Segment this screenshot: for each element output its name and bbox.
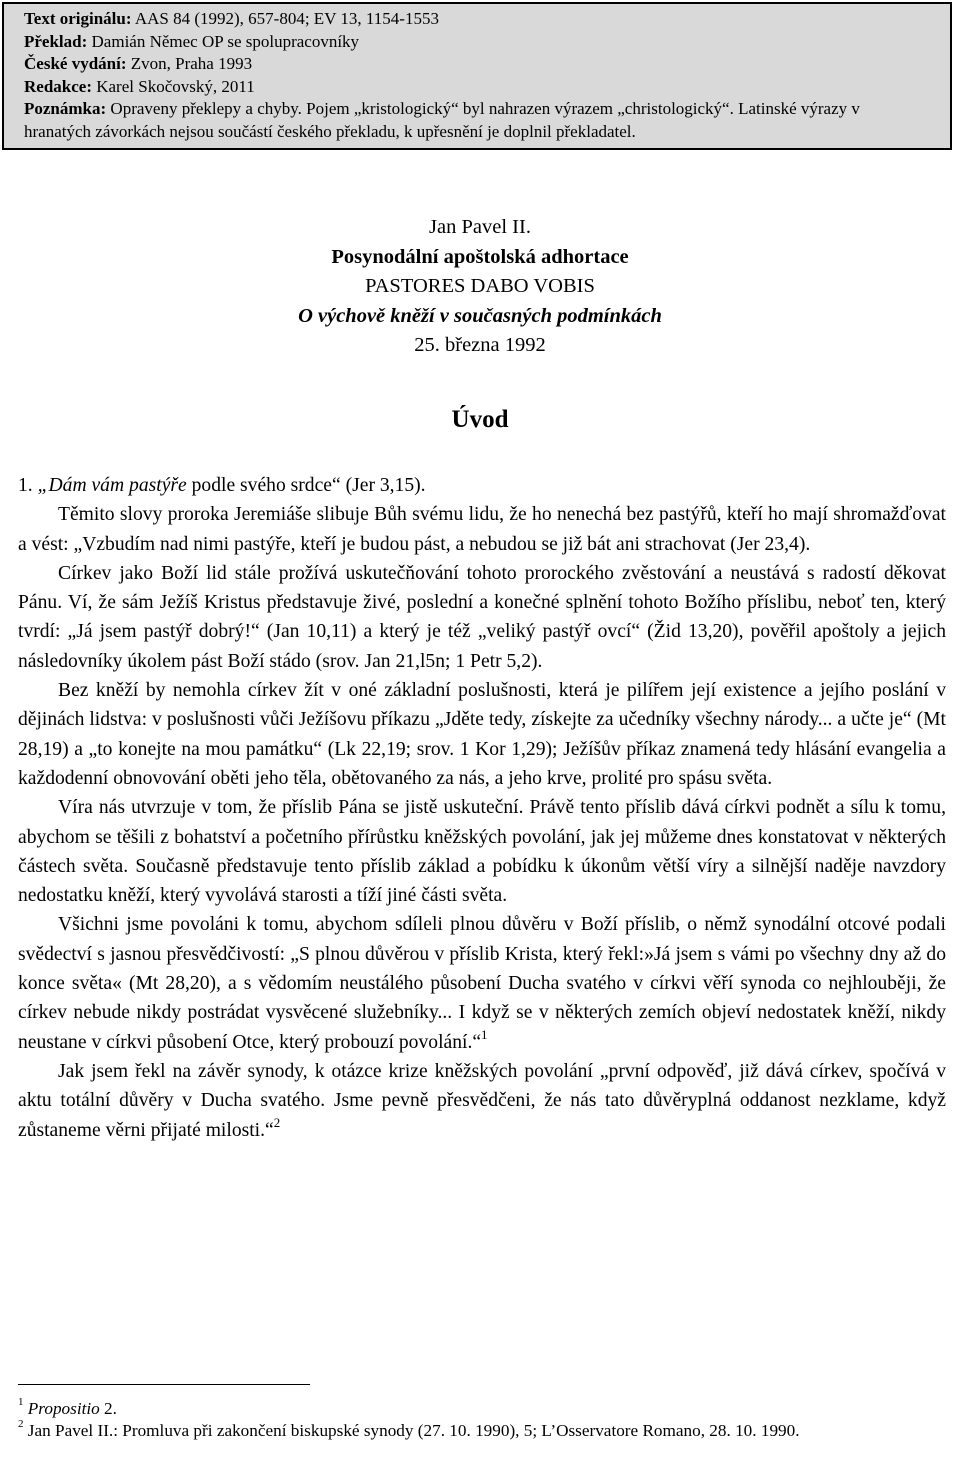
paragraph-number: 1. <box>18 475 38 496</box>
footnote-2-number: 2 <box>18 1418 24 1431</box>
footnote-2 <box>18 1420 946 1442</box>
paragraph-2: Těmito slovy proroka Jeremiáše slibuje Bůh svému lidu, že ho nenechá bez pastýřů, kteří ho mají shromažďovat a vést: „Vzbudím nad nimi pastýře, kteří je budou pást, a nebudou se již bát ani strachovat (Jer 23,4). <box>18 504 946 555</box>
info-czech-label: České vydání: <box>24 54 127 74</box>
info-translation-label: Překlad: <box>24 31 88 51</box>
document-subtitle: O výchově kněží v současných podmínkách <box>298 304 662 327</box>
footnote-1-number: 1 <box>18 1396 24 1409</box>
info-original-line <box>24 8 930 31</box>
document-date: 25. března 1992 <box>414 334 546 356</box>
paragraph-1 <box>18 471 946 500</box>
paragraph-3: Církev jako Boží lid stále prožívá uskutečňování tohoto prorockého zvěstování a neustává s radostí děkovat Pánu. Ví, že sám Ježíš Kristus představuje živé, poslední a konečné splnění tohoto Božího příslibu, neboť ten, který tvrdí: „Já jsem pastýř dobrý!“ (Jan 10,11) a který je též „veliký pastýř ovcí“ (Žid 13,20), pověřil apoštoly a jejich následovníky úkolem pást Boží stádo (srov. Jan 21,l5n; 1 Petr 5,2). <box>18 562 946 672</box>
info-original-value: AAS 84 (1992), 657-804; EV 13, 1154-1553 <box>131 9 439 28</box>
quote-reference: podle svého srdce“ (Jer 3,15). <box>186 475 426 496</box>
footnotes <box>18 1398 946 1442</box>
paragraph-5: Víra nás utvrzuje v tom, že příslib Pána se jistě uskuteční. Právě tento příslib dává církvi podnět a sílu k tomu, abychom se těšili z bohatství a početního přírůstku kněžských povolání, jak jej můžeme dnes konstatovat v některých částech světa. Současně představuje tento příslib základ a pobídku k úkonům větší víry a silnější naděje navzdory nedostatku kněží, který vyvolává starosti a tíží jiné části světa. <box>18 797 946 907</box>
info-note-label: Poznámka: <box>24 99 107 119</box>
info-translation-line <box>24 31 930 54</box>
footnote-ref-1[interactable]: 1 <box>481 1027 488 1043</box>
paragraph-7 <box>18 1057 946 1145</box>
footnote-1-text: 2. <box>99 1399 117 1418</box>
footnote-1 <box>18 1398 946 1420</box>
scripture-quote: „Dám vám pastýře <box>37 475 187 496</box>
paragraph-4: Bez kněží by nemohla církev žít v oné základní poslušnosti, která je pilířem její existence a jejího poslání v dějinách lidstva: v poslušnosti vůči Ježíšovu příkazu „Jděte tedy, získejte za učedníky všechny národy... a učte je“ (Mt 28,19) a „to konejte na mou památku“ (Lk 22,19; srov. 1 Kor 1,29); Ježíšův příkaz znamená tedy hlásání evangelia a každodenní obnovování oběti jeho těla, obětovaného za nás, a jeho krve, prolité pro spásu světa. <box>18 680 946 789</box>
author: Jan Pavel II. <box>429 216 531 238</box>
paragraph-6 <box>18 910 946 1056</box>
info-note-line <box>24 98 930 143</box>
document-type: Posynodální apoštolská adhortace <box>331 245 629 268</box>
document-body <box>18 471 946 1145</box>
info-original-label: Text originálu: <box>24 9 132 28</box>
footnote-divider <box>18 1384 310 1385</box>
footnote-ref-2[interactable]: 2 <box>273 1115 281 1130</box>
info-translation-value: Damián Němec OP se spolupracovníky <box>87 31 360 51</box>
document-title: PASTORES DABO VOBIS <box>365 275 595 297</box>
info-editor-value: Karel Skočovský, 2011 <box>91 76 255 96</box>
info-editor-line <box>24 76 930 99</box>
section-heading: Úvod <box>451 406 509 433</box>
paragraph-7-text: Jak jsem řekl na závěr synody, k otázce krize kněžských povolání „první odpověď, již dává církev, spočívá v aktu totální důvěry v Ducha svatého. Jsme pevně přesvědčeni, že nás tato důvěryplná oddanost nezklame, když zůstaneme věrni přijaté milosti.“ <box>18 1060 946 1141</box>
info-editor-label: Redakce: <box>24 76 92 96</box>
paragraph-6-text: Všichni jsme povoláni k tomu, abychom sdíleli plnou důvěru v Boží příslib, o němž synodální otcové podali svědectví s jasnou přesvědčivostí: „S plnou důvěrou v příslib Krista, který řekl:»Já jsem s vámi po všechny dny až do konce světa« (Mt 28,20), a s vědomím neustálého působení Ducha svatého v církvi věří synoda co nejhlouběji, že církev nebude nikdy postrádat vysvěcené služebníky... I když se v některých zemích objeví nedostatek kněží, nikdy neustane v církvi působení Otce, který probouzí povolání.“ <box>18 914 946 1053</box>
footnote-2-text: Jan Pavel II.: Promluva při zakončení biskupské synody (27. 10. 1990), 5; L’Osservatore Romano, 28. 10. 1990. <box>23 1421 800 1440</box>
footnote-1-italic: Propositio <box>27 1399 100 1418</box>
document-title-block <box>0 213 960 361</box>
info-czech-line <box>24 53 930 76</box>
edition-info-box <box>2 2 952 150</box>
info-czech-value: Zvon, Praha 1993 <box>126 54 253 74</box>
info-note-value: Opraveny překlepy a chyby. Pojem „kristologický“ byl nahrazen výrazem „christologický“. Latinské výrazy v hranatých závorkách nejsou součástí českého překladu, k upřesnění je doplnil překladatel. <box>24 99 860 141</box>
